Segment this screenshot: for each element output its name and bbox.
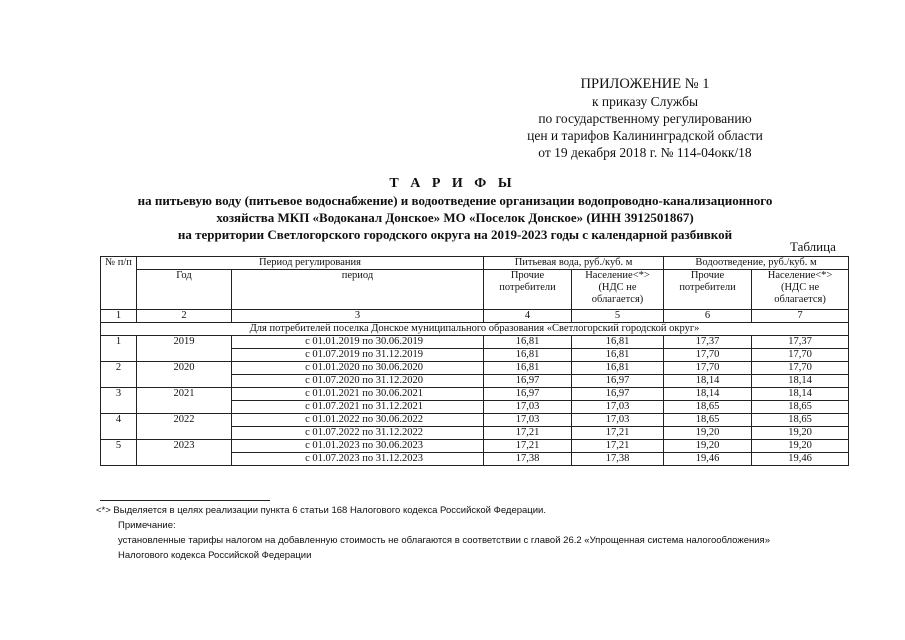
appendix-line: по государственному регулированию bbox=[538, 111, 752, 126]
subtitle-line: на питьевую воду (питьевое водоснабжение) и водоотведение организации водопроводно-канализационного bbox=[137, 193, 773, 208]
header-drinking-water: Питьевая вода, руб./куб. м bbox=[484, 257, 664, 270]
cell-sewer-population: 19,46 bbox=[752, 453, 849, 466]
cell-sewer-other: 17,70 bbox=[664, 362, 752, 375]
row-period: с 01.07.2021 по 31.12.2021 bbox=[232, 401, 484, 414]
cell-water-other: 17,38 bbox=[484, 453, 572, 466]
note-text: установленные тарифы налогом на добавленную стоимость не облагаются в соответствии с главой 26.2 «Упрощенная система налогообложения» bbox=[118, 535, 770, 546]
cell-water-other: 17,03 bbox=[484, 401, 572, 414]
cell-sewer-other: 19,46 bbox=[664, 453, 752, 466]
table-label: Таблица bbox=[790, 239, 836, 254]
cell-sewer-population: 17,70 bbox=[752, 349, 849, 362]
document-title: Т А Р И Ф Ы bbox=[389, 176, 516, 191]
table-row bbox=[101, 362, 849, 375]
row-number: 5 bbox=[101, 440, 137, 466]
header-sewerage: Водоотведение, руб./куб. м bbox=[664, 257, 849, 270]
cell-sewer-population: 18,65 bbox=[752, 401, 849, 414]
header-row bbox=[101, 257, 849, 270]
cell-sewer-population: 17,70 bbox=[752, 362, 849, 375]
section-title: Для потребителей поселка Донское муниципального образования «Светлогорский городской округ» bbox=[101, 323, 849, 336]
cell-sewer-population: 18,14 bbox=[752, 388, 849, 401]
row-period: с 01.07.2023 по 31.12.2023 bbox=[232, 453, 484, 466]
appendix-header bbox=[500, 76, 790, 161]
cell-sewer-other: 17,70 bbox=[664, 349, 752, 362]
cell-water-other: 17,21 bbox=[484, 427, 572, 440]
cell-water-population: 16,97 bbox=[572, 388, 664, 401]
note-text-continued: Налогового кодекса Российской Федерации bbox=[118, 550, 312, 561]
cell-water-population: 16,81 bbox=[572, 362, 664, 375]
cell-sewer-population: 19,20 bbox=[752, 440, 849, 453]
cell-sewer-population: 17,37 bbox=[752, 336, 849, 349]
header-water-other: Прочие потребители bbox=[484, 270, 572, 310]
cell-water-other: 16,81 bbox=[484, 349, 572, 362]
table-row bbox=[101, 388, 849, 401]
header-sewer-population: Население<*> (НДС не облагается) bbox=[752, 270, 849, 310]
header-sewer-other: Прочие потребители bbox=[664, 270, 752, 310]
cell-sewer-population: 18,14 bbox=[752, 375, 849, 388]
row-year: 2022 bbox=[137, 414, 232, 440]
cell-water-population: 16,81 bbox=[572, 336, 664, 349]
column-number: 1 bbox=[101, 310, 137, 323]
footnote: <*> Выделяется в целях реализации пункта 6 статьи 168 Налогового кодекса Российской Федерации. bbox=[96, 505, 547, 516]
cell-sewer-other: 18,14 bbox=[664, 388, 752, 401]
header-period: период bbox=[232, 270, 484, 310]
cell-water-other: 17,03 bbox=[484, 414, 572, 427]
appendix-line: от 19 декабря 2018 г. № 114-04окк/18 bbox=[538, 145, 752, 160]
cell-water-population: 16,81 bbox=[572, 349, 664, 362]
section-row bbox=[101, 323, 849, 336]
column-number: 3 bbox=[232, 310, 484, 323]
cell-sewer-other: 19,20 bbox=[664, 440, 752, 453]
subtitle-line: на территории Светлогорского городского округа на 2019-2023 годы с календарной разбивкой bbox=[177, 227, 733, 242]
row-period: с 01.01.2020 по 30.06.2020 bbox=[232, 362, 484, 375]
cell-water-other: 17,21 bbox=[484, 440, 572, 453]
document-subtitle bbox=[95, 192, 815, 243]
cell-water-population: 17,21 bbox=[572, 427, 664, 440]
table-row bbox=[101, 414, 849, 427]
header-regulation-period: Период регулирования bbox=[137, 257, 484, 270]
subtitle-line: хозяйства МКП «Водоканал Донское» МО «Поселок Донское» (ИНН 3912501867) bbox=[216, 210, 694, 225]
column-number: 6 bbox=[664, 310, 752, 323]
header-year: Год bbox=[137, 270, 232, 310]
column-number: 7 bbox=[752, 310, 849, 323]
column-number: 2 bbox=[137, 310, 232, 323]
row-number: 3 bbox=[101, 388, 137, 414]
row-period: с 01.07.2019 по 31.12.2019 bbox=[232, 349, 484, 362]
header-water-population: Население<*> (НДС не облагается) bbox=[572, 270, 664, 310]
row-period: с 01.01.2022 по 30.06.2022 bbox=[232, 414, 484, 427]
row-number: 4 bbox=[101, 414, 137, 440]
cell-water-population: 17,03 bbox=[572, 401, 664, 414]
cell-water-other: 16,81 bbox=[484, 362, 572, 375]
table-row bbox=[101, 336, 849, 349]
cell-water-population: 17,38 bbox=[572, 453, 664, 466]
row-period: с 01.01.2019 по 30.06.2019 bbox=[232, 336, 484, 349]
row-year: 2019 bbox=[137, 336, 232, 362]
notes-block bbox=[96, 503, 866, 563]
cell-water-population: 17,21 bbox=[572, 440, 664, 453]
cell-water-other: 16,81 bbox=[484, 336, 572, 349]
cell-sewer-population: 18,65 bbox=[752, 414, 849, 427]
row-year: 2021 bbox=[137, 388, 232, 414]
cell-sewer-other: 17,37 bbox=[664, 336, 752, 349]
tariffs-table bbox=[100, 256, 849, 466]
note-label: Примечание: bbox=[118, 520, 176, 531]
subheader-row bbox=[101, 270, 849, 310]
column-numbers-row bbox=[101, 310, 849, 323]
table-row bbox=[101, 440, 849, 453]
appendix-line: к приказу Службы bbox=[591, 94, 699, 109]
cell-sewer-other: 18,14 bbox=[664, 375, 752, 388]
cell-water-other: 16,97 bbox=[484, 388, 572, 401]
row-number: 1 bbox=[101, 336, 137, 362]
cell-sewer-other: 18,65 bbox=[664, 414, 752, 427]
row-number: 2 bbox=[101, 362, 137, 388]
row-year: 2020 bbox=[137, 362, 232, 388]
cell-water-other: 16,97 bbox=[484, 375, 572, 388]
header-num: № п/п bbox=[101, 257, 137, 310]
cell-sewer-other: 18,65 bbox=[664, 401, 752, 414]
cell-water-population: 17,03 bbox=[572, 414, 664, 427]
column-number: 4 bbox=[484, 310, 572, 323]
cell-sewer-population: 19,20 bbox=[752, 427, 849, 440]
row-year: 2023 bbox=[137, 440, 232, 466]
cell-water-population: 16,97 bbox=[572, 375, 664, 388]
cell-sewer-other: 19,20 bbox=[664, 427, 752, 440]
row-period: с 01.01.2023 по 30.06.2023 bbox=[232, 440, 484, 453]
appendix-line: цен и тарифов Калининградской области bbox=[527, 128, 763, 143]
row-period: с 01.07.2022 по 31.12.2022 bbox=[232, 427, 484, 440]
footnote-divider bbox=[100, 500, 270, 501]
appendix-line: ПРИЛОЖЕНИЕ № 1 bbox=[580, 76, 710, 92]
row-period: с 01.01.2021 по 30.06.2021 bbox=[232, 388, 484, 401]
row-period: с 01.07.2020 по 31.12.2020 bbox=[232, 375, 484, 388]
column-number: 5 bbox=[572, 310, 664, 323]
